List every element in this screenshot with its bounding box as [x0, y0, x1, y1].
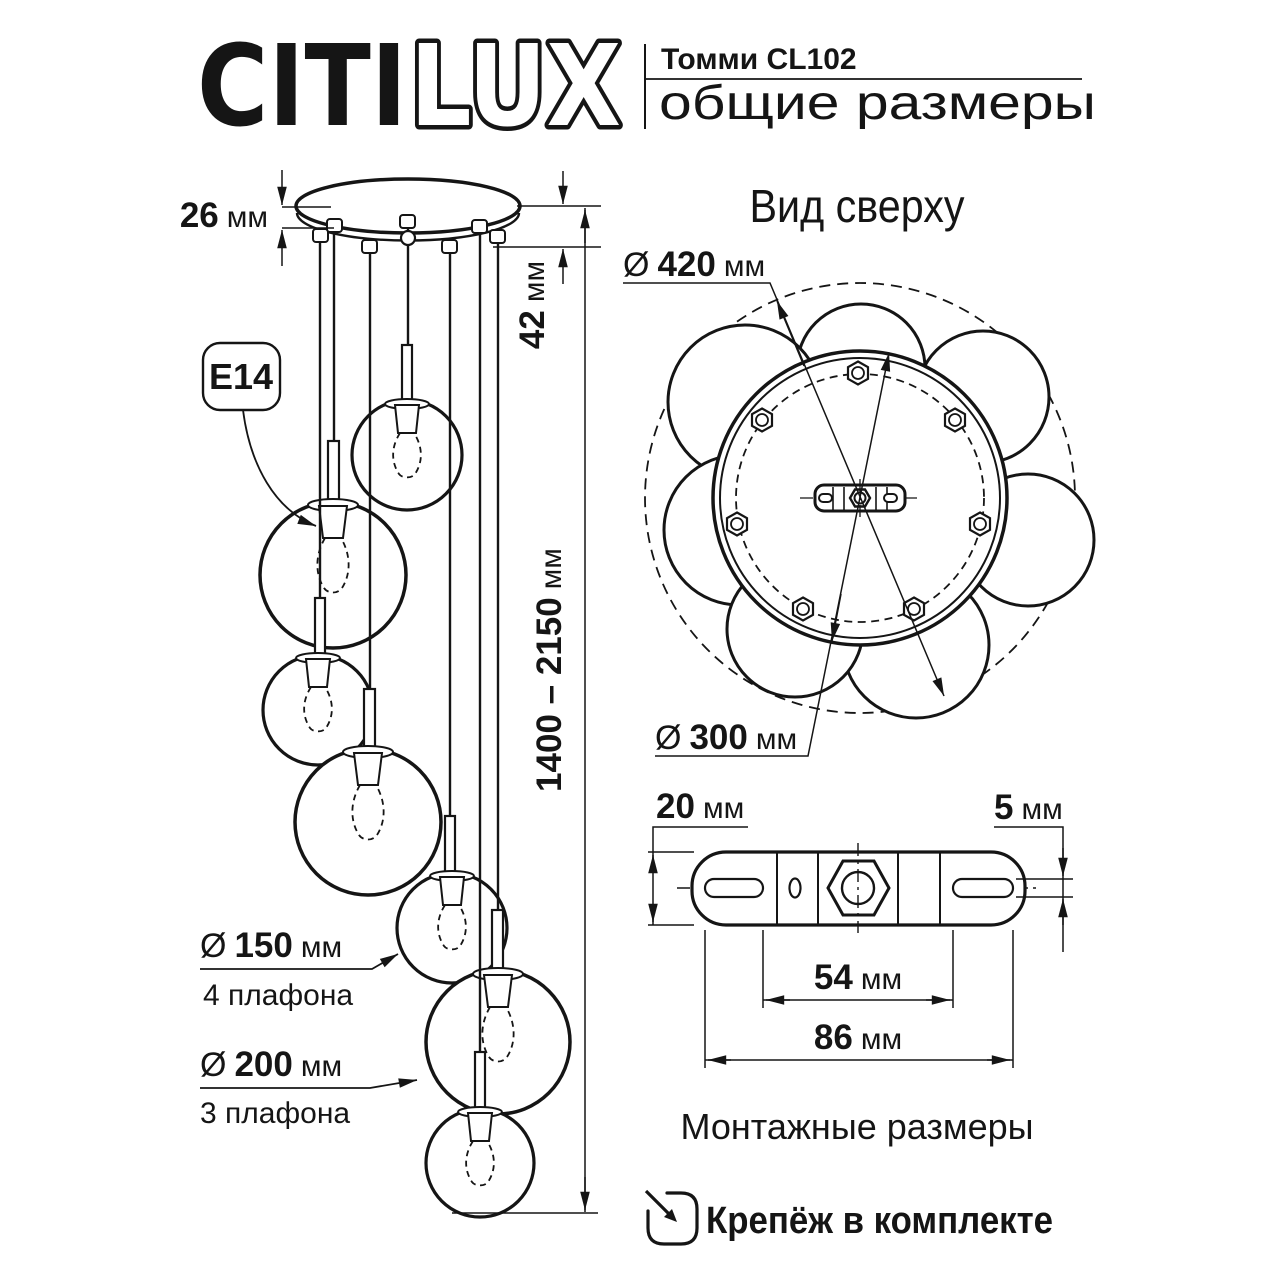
dim-label-hole-spacing: 54 мм	[813, 958, 903, 997]
dim-label-hanger-offset: 42мм	[513, 260, 552, 350]
dim-label-overall-diameter: Ø 420 мм	[623, 245, 766, 284]
cord-stem	[328, 441, 339, 503]
cord-gland	[442, 240, 457, 253]
dim-hole-spacing	[763, 930, 953, 1008]
cord-gland	[400, 215, 415, 228]
cord-stem	[445, 816, 455, 875]
pendant	[352, 226, 462, 510]
lamp-socket	[306, 659, 330, 687]
lamp-socket	[395, 405, 419, 433]
cord-stem	[315, 598, 325, 657]
page-subtitle: общие размеры	[659, 77, 1096, 130]
cord-stem	[364, 689, 375, 751]
cord-gland	[313, 229, 328, 242]
logo-citi: CITI	[197, 22, 407, 152]
mounting-caption: Монтажные размеры	[680, 1106, 1034, 1147]
product-model: Томми CL102	[661, 43, 857, 76]
logo-lux: LUX	[410, 22, 621, 152]
hook-ring	[401, 231, 415, 245]
top-view	[623, 180, 1094, 757]
lamp-socket	[354, 753, 382, 785]
dim-label-bracket-height: 20 мм	[656, 787, 745, 826]
cord-stem	[492, 910, 503, 972]
bracket-slot-right	[953, 879, 1013, 897]
dim-bracket-length	[705, 930, 1013, 1068]
socket-type-label: E14	[208, 356, 274, 397]
side-view	[180, 170, 601, 1217]
gland-nut	[727, 513, 747, 536]
bracket-front-view	[648, 787, 1073, 1147]
dim-label-slot-width: 5 мм	[994, 788, 1063, 827]
lamp-socket	[440, 877, 464, 905]
socket-type-callout	[203, 343, 316, 526]
cord-gland	[327, 219, 342, 232]
gland-nut	[945, 409, 965, 432]
gland-nut	[793, 598, 813, 621]
large-shade-label: Ø 200 мм	[200, 1045, 343, 1084]
footer	[646, 1191, 1053, 1244]
cord-gland	[490, 230, 505, 243]
small-shade-note: 4 плафона	[203, 979, 354, 1012]
gland-nut	[848, 362, 868, 385]
hardware-included-label: Крепёж в комплекте	[706, 1200, 1053, 1242]
small-shade-callout	[200, 926, 398, 1012]
bracket-slot-left	[705, 879, 763, 897]
lamp-socket	[319, 506, 347, 538]
dim-label-bracket-length: 86 мм	[813, 1018, 903, 1057]
hardware-included-icon	[646, 1191, 697, 1244]
cord-stem	[475, 1052, 485, 1111]
dim-label-canopy-height: 26 мм	[179, 196, 268, 235]
lamp-socket	[484, 975, 512, 1007]
small-shade-label: Ø 150 мм	[200, 926, 343, 965]
gland-nut	[752, 409, 772, 432]
bracket-small-hole	[790, 879, 801, 898]
top-view-title: Вид сверху	[749, 180, 965, 232]
cord-gland	[362, 240, 377, 253]
bracket-slot	[884, 494, 897, 502]
bracket-slot	[819, 494, 832, 502]
lamp-socket	[468, 1113, 492, 1141]
large-shade-note: 3 плафона	[200, 1097, 351, 1130]
citilux-logo	[197, 22, 621, 152]
dim-label-canopy-diameter: Ø 300 мм	[655, 718, 798, 757]
cord-stem	[402, 345, 412, 404]
large-shade-callout	[200, 1045, 417, 1130]
gland-nut	[970, 513, 990, 536]
dim-label-total-height: 1400 – 2150мм	[530, 548, 569, 792]
cord-gland	[472, 220, 487, 233]
small-shade-leader	[200, 954, 398, 969]
header	[197, 22, 1096, 152]
